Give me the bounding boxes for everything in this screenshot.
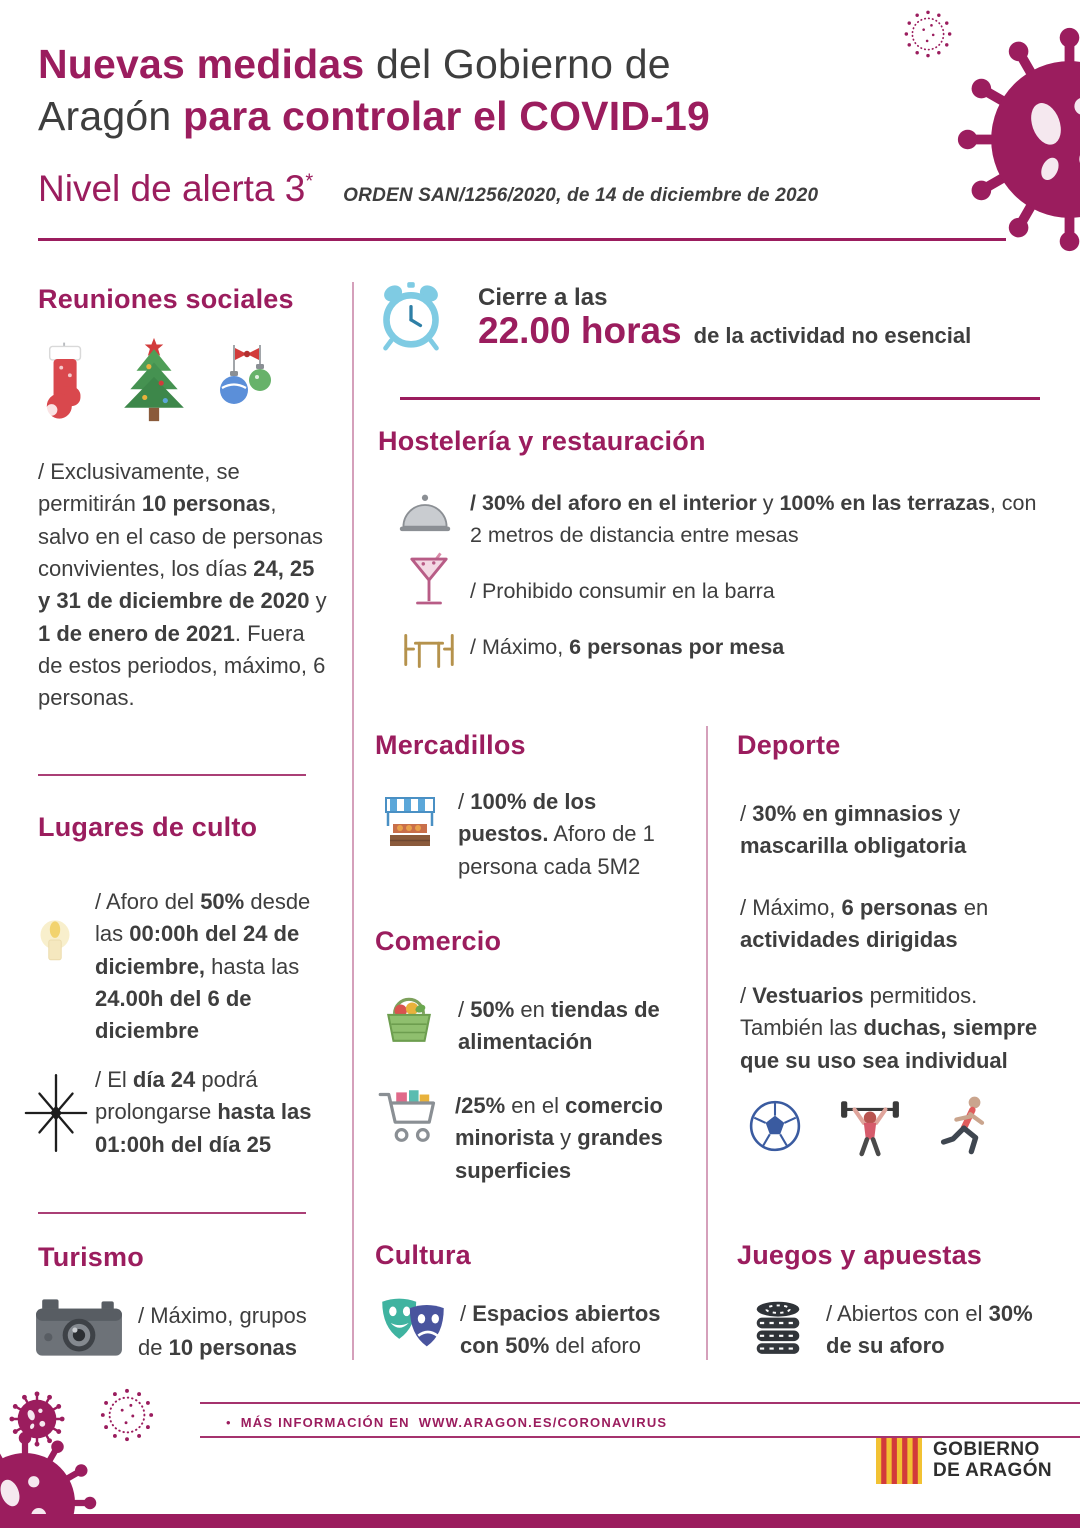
hosteleria-text-1: / 30% del aforo en el interior y 100% en las terrazas, con 2 metros de distancia entre mesas	[470, 491, 1037, 547]
alert-level: Nivel de alerta 3*	[38, 168, 314, 209]
divider	[400, 397, 1040, 400]
closing-intro: Cierre a las	[478, 284, 608, 311]
deporte-text-2: / Máximo, 6 personas en actividades dirigidas	[740, 895, 989, 953]
serving-dish-icon	[398, 490, 452, 538]
virus-icon	[952, 22, 1080, 257]
header-rule	[38, 238, 1006, 241]
cultura-text: / Espacios abiertos con 50% del aforo	[460, 1301, 661, 1359]
bottom-bar	[0, 1514, 1080, 1528]
mercadillos-text: / 100% de los puestos. Aforo de 1 persona cada 5M2	[458, 789, 655, 879]
section-title-comercio: Comercio	[375, 926, 502, 956]
bullet-icon: •	[226, 1414, 232, 1430]
hosteleria-text-2: / Prohibido consumir en la barra	[470, 579, 775, 603]
turismo-text: / Máximo, grupos de 10 personas	[138, 1303, 307, 1361]
grocery-basket-icon	[380, 990, 438, 1046]
divider	[38, 1212, 306, 1214]
info-url-link[interactable]: WWW.ARAGON.ES/CORONAVIRUS	[418, 1414, 668, 1430]
alert-asterisk: *	[305, 170, 314, 193]
footer-info	[226, 1410, 667, 1434]
theater-masks-icon	[378, 1292, 448, 1354]
closing-time: 22.00 horas	[478, 310, 682, 351]
footer-rule-top	[200, 1402, 1080, 1404]
page-title-line1: Nuevas medidas del Gobierno de	[38, 41, 671, 87]
runner-icon	[938, 1094, 994, 1158]
poker-chips-icon	[748, 1290, 808, 1356]
section-title-culto: Lugares de culto	[38, 812, 258, 842]
virus-dotted-icon	[902, 8, 954, 60]
sports-icons-row	[748, 1094, 994, 1158]
order-reference: ORDEN SAN/1256/2020, de 14 de diciembre de 2020	[343, 185, 819, 206]
alarm-clock-icon	[378, 280, 444, 354]
logo-text	[933, 1440, 1052, 1482]
market-stall-icon	[380, 792, 440, 852]
virus-icon	[0, 1428, 100, 1528]
column-divider	[352, 282, 354, 1360]
closing-time-row	[478, 310, 971, 352]
section-title-reuniones: Reuniones sociales	[38, 284, 294, 314]
weightlifter-icon	[836, 1095, 904, 1157]
camera-icon	[34, 1296, 124, 1360]
deporte-text-3: / Vestuarios permitidos. También las duchas, siempre que su uso sea individual	[740, 983, 1038, 1073]
baubles-icon	[216, 344, 282, 424]
section-title-cultura: Cultura	[375, 1240, 471, 1270]
culto-text-2: / El día 24 podrá prolongarse hasta las 01:00h del día 25	[95, 1067, 312, 1157]
stocking-icon	[42, 342, 92, 424]
comercio-text-2: /25% en el comercio minorista y grandes superficies	[455, 1093, 663, 1183]
section-title-hosteleria: Hostelería y restauración	[378, 426, 706, 456]
culto-text-1: / Aforo del 50% desde las 00:00h del 24 de diciembre, hasta las 24.00h del 6 de diciembre	[95, 889, 311, 1044]
table-chairs-icon	[398, 628, 460, 672]
section-title-juegos: Juegos y apuestas	[737, 1240, 983, 1270]
reuniones-text: / Exclusivamente, se permitirán 10 personas, salvo en el caso de personas convivientes, los días 24, 25 y 31 de diciembre de 2020 y 1 de enero de 2021. Fuera de estos periodos, máximo, 6 personas.	[38, 459, 327, 711]
closing-suffix: de la actividad no esencial	[693, 323, 972, 348]
virus-dotted-icon	[98, 1386, 156, 1444]
comercio-text-1: / 50% en tiendas de alimentación	[458, 997, 660, 1055]
candle-icon	[26, 916, 84, 964]
info-prefix: MÁS INFORMACIÓN EN	[240, 1414, 410, 1430]
christmas-tree-icon	[118, 336, 190, 424]
soccer-ball-icon	[748, 1099, 802, 1153]
sparkle-star-icon	[22, 1072, 90, 1154]
shopping-cart-icon	[376, 1086, 442, 1152]
column-divider	[706, 726, 708, 1360]
gobierno-aragon-logo	[876, 1438, 1052, 1484]
section-title-mercadillos: Mercadillos	[375, 730, 526, 760]
logo-line1: GOBIERNO	[933, 1439, 1040, 1461]
deporte-text-1: / 30% en gimnasios y mascarilla obligatoria	[740, 801, 967, 859]
cocktail-icon	[408, 552, 450, 612]
section-title-turismo: Turismo	[38, 1242, 144, 1272]
page-title-line2: Aragón para controlar el COVID-19	[38, 93, 710, 139]
juegos-text: / Abiertos con el 30% de su aforo	[826, 1301, 1033, 1359]
section-title-deporte: Deporte	[737, 730, 841, 760]
christmas-icons-row	[42, 336, 282, 424]
divider	[38, 774, 306, 776]
hosteleria-text-3: / Máximo, 6 personas por mesa	[470, 635, 785, 659]
alert-level-row	[38, 168, 818, 210]
logo-line2: DE ARAGÓN	[933, 1460, 1053, 1481]
aragon-flag-icon	[876, 1438, 922, 1484]
